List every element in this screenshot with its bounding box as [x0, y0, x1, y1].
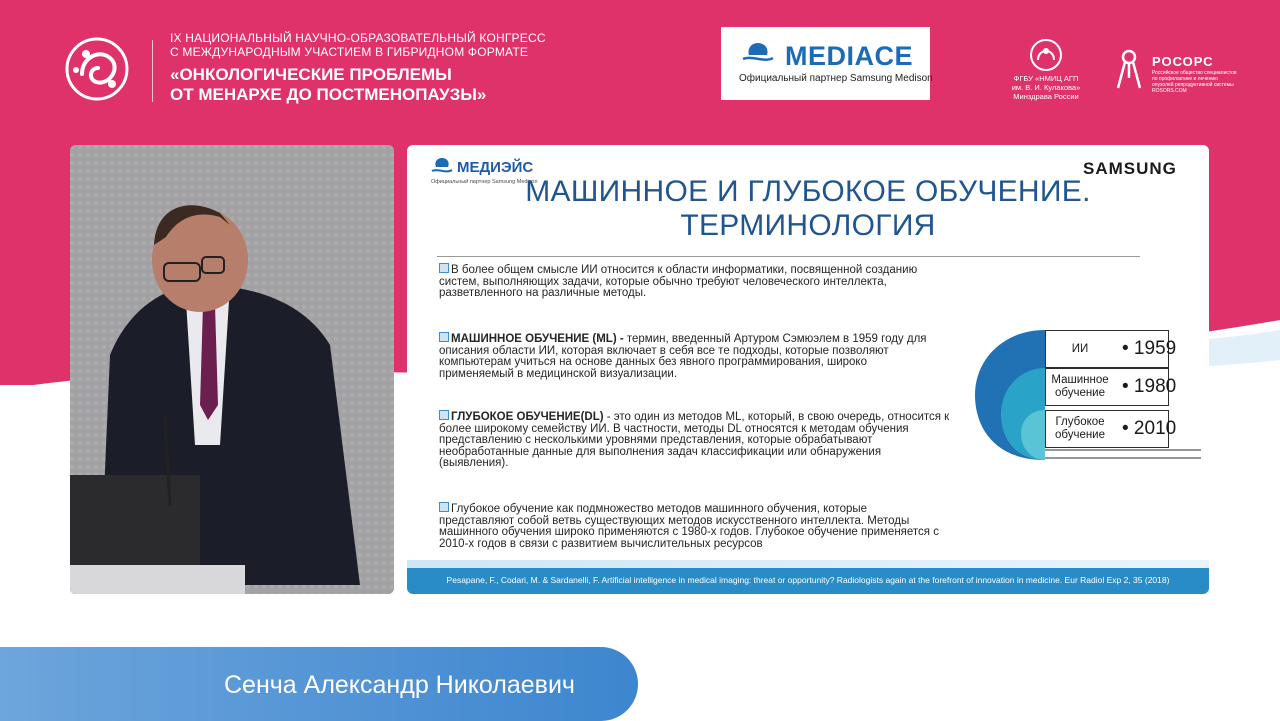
paragraph-line: представляют собой ветвь существующих методов искусственного интеллекта. Методы [439, 514, 910, 527]
paragraph-line: разветвленного на различные методы. [439, 287, 647, 300]
timeline-label [1046, 369, 1114, 405]
wave-icon [431, 157, 453, 175]
title-divider [437, 256, 1140, 257]
paragraph-line: машинного обучения широко применяются с 1980-х годов. Глубокое обучение применяется с [439, 526, 939, 539]
header-divider [152, 40, 153, 102]
congress-subtitle-line: С МЕЖДУНАРОДНЫМ УЧАСТИЕМ В ГИБРИДНОМ ФОРМАТЕ [170, 45, 529, 59]
timeline-row [1045, 368, 1177, 406]
paragraph-line [439, 502, 989, 516]
timeline-row [1045, 330, 1177, 368]
fgbu-logo [1000, 38, 1092, 101]
paragraph-text: - это один из методов ML, который, в свою очередь, относится к [603, 411, 950, 423]
paragraph-line: более широкому семейству ИИ. В частности, методы DL относятся к методам обучения [439, 422, 909, 435]
speaker-name: Сенча Александр Николаевич [224, 671, 575, 699]
slide-title [407, 175, 1209, 243]
presentation-slide [407, 145, 1209, 594]
timeline-diagram [975, 328, 1207, 468]
paragraph-line [439, 263, 989, 277]
checkbox-bullet-icon [439, 263, 449, 273]
checkbox-bullet-icon [439, 410, 449, 420]
rosors-description-line: по профилактике и лечению [1152, 76, 1218, 82]
paragraph-line [439, 410, 989, 424]
paragraph-machine-learning [439, 332, 989, 380]
timeline-label-line: Машинное [1051, 374, 1109, 386]
speaker-video[interactable] [70, 145, 394, 594]
paragraph-line: компьютерам учиться на основе данных без явного программирования, широко [439, 356, 867, 369]
slide-title-line: ТЕРМИНОЛОГИЯ [680, 209, 936, 242]
term-deep-learning: ГЛУБОКОЕ ОБУЧЕНИЕ(DL) [451, 411, 604, 423]
rosors-name: РОСОРС [1152, 54, 1214, 69]
paragraph-deep-learning-subset [439, 502, 989, 550]
fgbu-text-line: им. В. И. Кулакова» [1011, 83, 1081, 92]
slide-partner-name: МЕДИЭЙС [457, 159, 534, 176]
paragraph-line: применяемый в медицинской визуализации. [439, 367, 678, 380]
paragraph-text: Глубокое обучение как подмножество методов машинного обучения, которые [451, 503, 868, 515]
timeline-label [1046, 411, 1114, 447]
rosors-description-line: Российское общество специалистов [1152, 70, 1237, 76]
paragraph-line: необработанные данные для выполнения задач классификации или обнаружения [439, 445, 882, 458]
paragraph-ai-definition [439, 263, 989, 300]
fgbu-text-line: ФГБУ «НМИЦ АГП [1013, 74, 1079, 83]
fgbu-emblem-icon [1028, 38, 1064, 72]
timeline-label: ИИ [1071, 342, 1089, 355]
fgbu-text-line: Минздрава России [1013, 92, 1079, 101]
congress-title-block [170, 31, 546, 105]
timeline-label-line: обучение [1054, 387, 1106, 399]
timeline-label-line: Глубокое [1055, 416, 1105, 428]
slide-footer-stripe [407, 560, 1209, 568]
rosors-description [1152, 70, 1254, 94]
timeline-row [1045, 410, 1177, 448]
congress-logo-icon [62, 34, 132, 104]
slide-title-line: МАШИННОЕ И ГЛУБОКОЕ ОБУЧЕНИЕ. [525, 175, 1091, 208]
timeline-label-line: обучение [1054, 429, 1106, 441]
rosors-description-line: опухолей репродуктивной системы [1152, 82, 1234, 88]
sponsor-tagline: Официальный партнер Samsung Medison [739, 73, 933, 84]
congress-subtitle-line: IX НАЦИОНАЛЬНЫЙ НАУЧНО-ОБРАЗОВАТЕЛЬНЫЙ КОНГРЕСС [170, 31, 546, 45]
ribbon-icon [1114, 48, 1144, 92]
slide-partner-tagline: Официальный партнер Samsung Medison [431, 179, 538, 185]
reference-bar [407, 568, 1209, 594]
term-machine-learning: МАШИННОЕ ОБУЧЕНИЕ (ML) - [451, 333, 624, 345]
checkbox-bullet-icon [439, 502, 449, 512]
paragraph-deep-learning [439, 410, 989, 470]
rosors-description-line: ROSORS.COM [1152, 88, 1187, 94]
timeline-year: • 1959 [1122, 338, 1177, 359]
paragraph-line: систем, выполняющих задачи, которые обычно требуют человеческого интеллекта, [439, 275, 887, 288]
paragraph-text: В более общем смысле ИИ относится к области информатики, посвященной созданию [451, 264, 918, 276]
paragraph-line: 2010-х годов в связи с развитием вычислительных ресурсов [439, 537, 763, 550]
samsung-logo: SAMSUNG [1083, 159, 1177, 178]
congress-title-line: «ОНКОЛОГИЧЕСКИЕ ПРОБЛЕМЫ [170, 65, 452, 84]
speaker-video-frame [70, 145, 394, 594]
reference-text: Pesapane, F., Codari, M. & Sardanelli, F. Artificial intelligence in medical imaging: threat or opportunity? Radiologists again at the forefront of innovation in medicine. Eur Radiol Exp 2, 35 (2018) [446, 575, 1170, 585]
paragraph-line [439, 332, 989, 346]
wave-icon [741, 41, 775, 65]
timeline-year: • 2010 [1122, 418, 1177, 439]
paragraph-line: описания области ИИ, которая включает в себя все те подходы, которые позволяют [439, 344, 889, 357]
timeline-year: • 1980 [1122, 376, 1177, 397]
sponsor-name: MEDIACE [785, 41, 914, 71]
checkbox-bullet-icon [439, 332, 449, 342]
congress-title-line: ОТ МЕНАРХЕ ДО ПОСТМЕНОПАУЗЫ» [170, 85, 487, 104]
paragraph-line: (выявления). [439, 457, 509, 470]
paragraph-text: термин, введенный Артуром Сэмюэлем в 1959 году для [623, 333, 927, 345]
sponsor-logo [721, 27, 933, 100]
paragraph-line: представлению с несколькими уровнями представления, которые обрабатывают [439, 434, 873, 447]
speaker-nameplate [0, 647, 638, 721]
